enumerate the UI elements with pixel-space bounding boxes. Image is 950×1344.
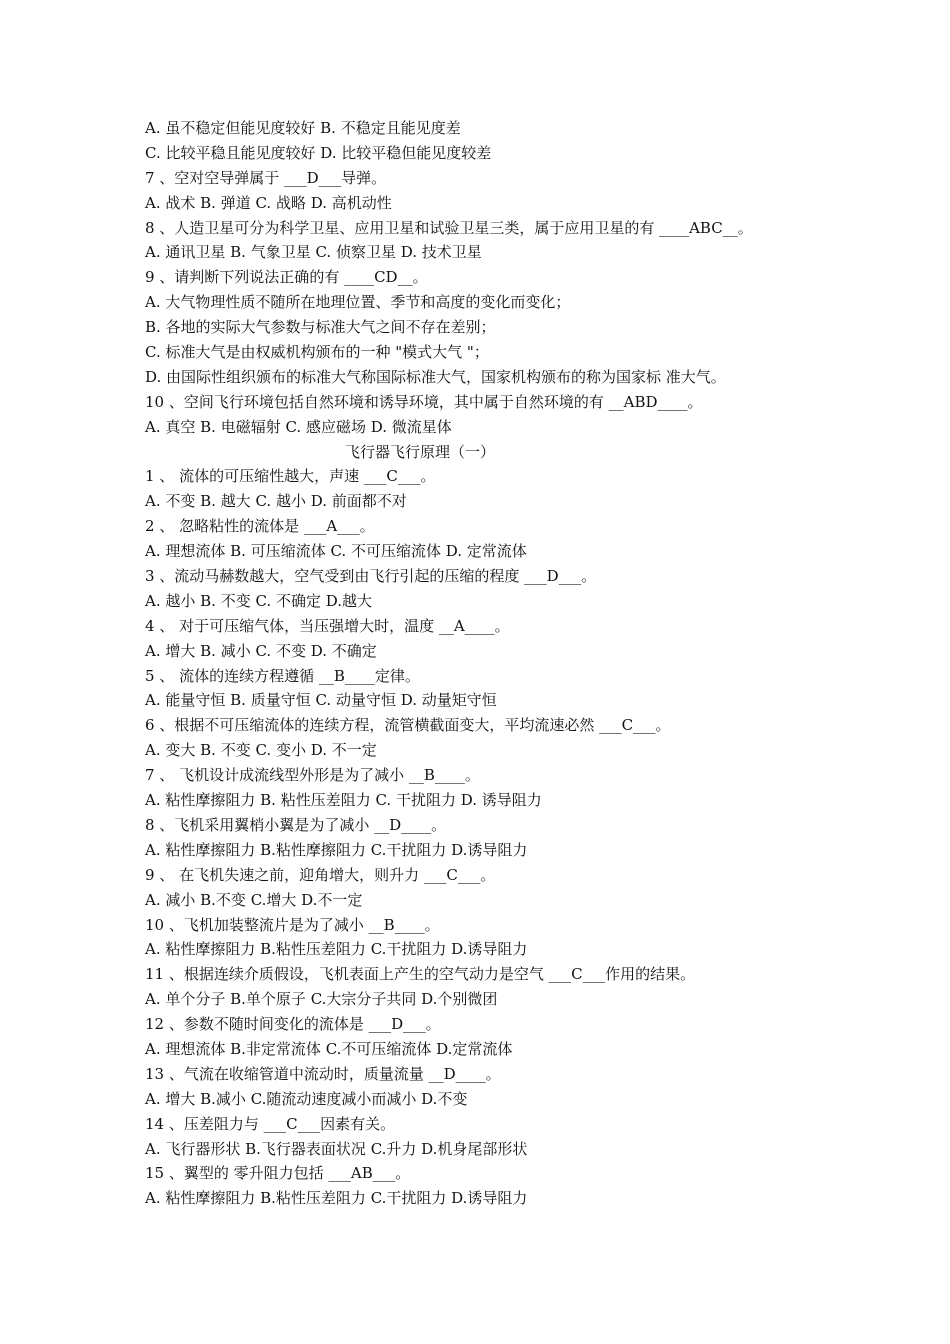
text-line: C. 比较平稳且能见度较好 D. 比较平稳但能见度较差 xyxy=(145,143,492,162)
text-line: A. 粘性摩擦阻力 B. 粘性压差阻力 C. 干扰阻力 D. 诱导阻力 xyxy=(145,791,542,810)
text-line: A. 真空 B. 电磁辐射 C. 感应磁场 D. 微流星体 xyxy=(145,417,452,436)
text-line: A. 战术 B. 弹道 C. 战略 D. 高机动性 xyxy=(145,193,392,212)
text-line: A. 粘性摩擦阻力 B.粘性压差阻力 C.干扰阻力 D.诱导阻力 xyxy=(145,940,528,959)
text-line: 10 、飞机加装整流片是为了减小 __B____。 xyxy=(145,915,440,934)
text-line: 7 、空对空导弹属于 ___D___导弹。 xyxy=(145,168,387,187)
text-line: B. 各地的实际大气参数与标准大气之间不存在差别； xyxy=(145,318,496,337)
text-line: A. 能量守恒 B. 质量守恒 C. 动量守恒 D. 动量矩守恒 xyxy=(145,691,497,710)
text-line: 6 、根据不可压缩流体的连续方程，流管横截面变大，平均流速必然 ___C___。 xyxy=(145,716,671,735)
text-line: 4 、 对于可压缩气体，当压强增大时，温度 __A____。 xyxy=(145,616,510,635)
text-line: 7 、 飞机设计成流线型外形是为了减小 __B____。 xyxy=(145,766,480,785)
text-line: 15 、翼型的 零升阻力包括 ___AB___。 xyxy=(145,1164,411,1183)
section-heading: 飞行器飞行原理（一） xyxy=(344,442,495,461)
text-line: A. 不变 B. 越大 C. 越小 D. 前面都不对 xyxy=(145,492,407,511)
text-line: A. 粘性摩擦阻力 B.粘性摩擦阻力 C.干扰阻力 D.诱导阻力 xyxy=(145,840,528,859)
text-line: 12 、参数不随时间变化的流体是 ___D___。 xyxy=(145,1015,441,1034)
text-line: 11 、根据连续介质假设，飞机表面上产生的空气动力是空气 ___C___作用的结果。 xyxy=(145,965,696,984)
text-line: 3 、流动马赫数越大，空气受到由飞行引起的压缩的程度 ___D___。 xyxy=(145,567,597,586)
text-line: A. 单个分子 B.单个原子 C.大宗分子共同 D.个别微团 xyxy=(145,990,498,1009)
text-line: C. 标准大气是由权威机构颁布的一种 "模式大气 "； xyxy=(145,343,489,362)
text-line: 14 、压差阻力与 ___C___因素有关。 xyxy=(145,1114,396,1133)
text-line: A. 通讯卫星 B. 气象卫星 C. 侦察卫星 D. 技术卫星 xyxy=(145,243,482,262)
text-line: 10 、空间飞行环境包括自然环境和诱导环境，其中属于自然环境的有 __ABD____。 xyxy=(145,392,703,411)
text-line: A. 理想流体 B.非定常流体 C.不可压缩流体 D.定常流体 xyxy=(145,1039,513,1058)
text-line: 13 、气流在收缩管道中流动时，质量流量 __D____。 xyxy=(145,1064,501,1083)
text-line: D. 由国际性组织颁布的标准大气称国际标准大气，国家机构颁布的称为国家标 准大气。 xyxy=(145,367,726,386)
text-line: 9 、请判断下列说法正确的有 ____CD__。 xyxy=(145,268,428,287)
text-line: A. 越小 B. 不变 C. 不确定 D.越大 xyxy=(145,591,372,610)
document-page xyxy=(145,116,825,1211)
text-line: A. 增大 B.减小 C.随流动速度减小而减小 D.不变 xyxy=(145,1089,468,1108)
text-line: A. 虽不稳定但能见度较好 B. 不稳定且能见度差 xyxy=(145,119,461,137)
text-line: 1 、 流体的可压缩性越大，声速 ___C___。 xyxy=(145,467,436,486)
text-line: A. 增大 B. 减小 C. 不变 D. 不确定 xyxy=(145,641,377,660)
text-line: A. 变大 B. 不变 C. 变小 D. 不一定 xyxy=(145,741,377,760)
text-line: 2 、 忽略粘性的流体是 ___A___。 xyxy=(145,517,375,536)
text-line: A. 飞行器形状 B.飞行器表面状况 C.升力 D.机身尾部形状 xyxy=(145,1139,528,1158)
text-line: A. 减小 B.不变 C.增大 D.不一定 xyxy=(145,890,363,909)
text-line: 5 、 流体的连续方程遵循 __B____定律。 xyxy=(145,666,420,685)
text-line: A. 粘性摩擦阻力 B.粘性压差阻力 C.干扰阻力 D.诱导阻力 xyxy=(145,1189,528,1208)
text-line: 8 、飞机采用翼梢小翼是为了减小 __D____。 xyxy=(145,815,447,834)
text-line: A. 大气物理性质不随所在地理位置、季节和高度的变化而变化； xyxy=(145,293,571,312)
text-line: A. 理想流体 B. 可压缩流体 C. 不可压缩流体 D. 定常流体 xyxy=(145,542,527,561)
text-line: 8 、人造卫星可分为科学卫星、应用卫星和试验卫星三类，属于应用卫星的有 ____ABC__。 xyxy=(145,218,753,237)
text-line: 9 、 在飞机失速之前，迎角增大，则升力 ___C___。 xyxy=(145,865,496,884)
